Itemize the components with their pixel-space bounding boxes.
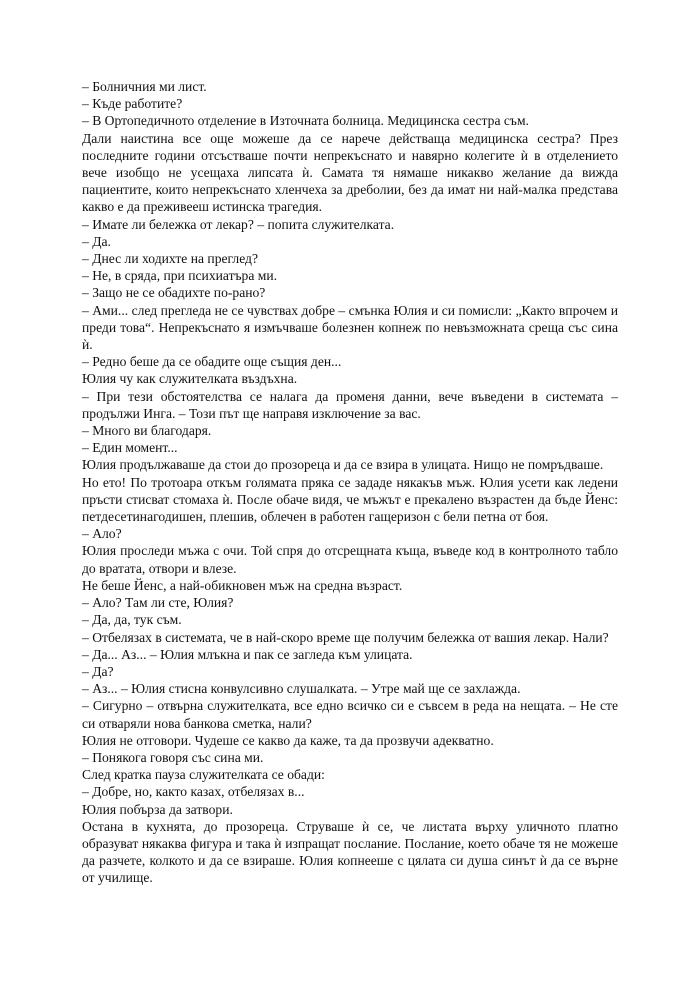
- paragraph: Юлия чу как служителката въздъхна.: [82, 371, 298, 387]
- paragraph: – Сигурно – отвърна служителката, все едно всичко си е съвсем в реда на нещата. – Не сте си отваряли нова банкова сметка, нали?: [82, 698, 618, 731]
- paragraph: – Не, в сряда, при психиатъра ми.: [82, 268, 278, 284]
- paragraph: – Да, да, тук съм.: [82, 612, 182, 628]
- paragraph: – Много ви благодаря.: [82, 423, 212, 439]
- paragraph: – Ало?: [82, 526, 122, 542]
- paragraph: – Понякога говоря със сина ми.: [82, 749, 264, 765]
- paragraph: Дали наистина все още можеше да се нарече действаща медицинска сестра? През последните години отсъстваше почти непрекъснато и навярно колегите ѝ в отделението вече изобщо не усещаха липсата ѝ. Самата тя нямаше никакво желание да вижда пациентите, които непрекъснато хленчеха за дреболии, без да имат ни най-малка представа какво е да преживееш истинска трагедия.: [82, 130, 618, 215]
- paragraph: – Аз... – Юлия стисна конвулсивно слушалката. – Утре май ще се захлажда.: [82, 681, 521, 697]
- paragraph: – Имате ли бележка от лекар? – попита служителката.: [82, 216, 395, 232]
- paragraph: Юлия продължаваше да стои до прозореца и да се взира в улицата. Нищо не помръдваше.: [82, 457, 604, 473]
- paragraph: Но ето! По тротоара откъм голямата пряка се зададе някакъв мъж. Юлия усети как ледени пръсти стисват стомаха ѝ. После обаче видя, че мъжът е прекалено възрастен да бъде Йенс: петдесетинагодишен, плешив, облечен в работен гащеризон с бели петна от боя.: [82, 474, 618, 525]
- paragraph: – Болничния ми лист.: [82, 79, 207, 94]
- paragraph: – Ало? Там ли сте, Юлия?: [82, 595, 234, 611]
- paragraph: – Редно беше да се обадите още същия ден...: [82, 354, 342, 370]
- paragraph: – Ами... след прегледа не се чувствах добре – смънка Юлия и си помисли: „Както впрочем и преди това“. Непрекъснато я измъчваше болезнен копнеж по невъзможната среща със сина ѝ.: [82, 302, 618, 353]
- paragraph: – Да.: [82, 233, 111, 249]
- paragraph: – Добре, но, както казах, отбелязах в...: [82, 784, 305, 800]
- paragraph: Не беше Йенс, а най-обикновен мъж на средна възраст.: [82, 577, 403, 593]
- paragraph: – Един момент...: [82, 440, 178, 456]
- paragraph: Юлия не отговори. Чудеше се какво да каже, та да прозвучи адекватно.: [82, 732, 494, 748]
- paragraph: – При тези обстоятелства се налага да променя данни, вече въведени в системата – продължи Инга. – Този път ще направя изключение за вас.: [82, 388, 618, 421]
- paragraph: Юлия побърза да затвори.: [82, 801, 233, 817]
- paragraph: – Отбелязах в системата, че в най-скоро време ще получим бележка от вашия лекар. Нали?: [82, 629, 609, 645]
- paragraph: – В Ортопедичното отделение в Източната болница. Медицинска сестра съм.: [82, 113, 529, 129]
- paragraph: – Днес ли ходихте на преглед?: [82, 251, 258, 267]
- paragraph: – Да?: [82, 663, 114, 679]
- document-page: [82, 78, 618, 887]
- paragraph: Остана в кухнята, до прозореца. Струваше ѝ се, че листата върху уличното платно образуват някаква фигура и така ѝ изпращат послание. Послание, което обаче тя не можеше да разчете, колкото и да се взираше. Юлия копнееше с цялата си душа синът ѝ да се върне от училище.: [82, 818, 618, 886]
- paragraph: – Къде работите?: [82, 96, 183, 112]
- paragraph: След кратка пауза служителката се обади:: [82, 767, 325, 783]
- paragraph: – Защо не се обадихте по-рано?: [82, 285, 266, 301]
- paragraph: Юлия проследи мъжа с очи. Той спря до отсрещната къща, въведе код в контролното табло до вратата, отвори и влезе.: [82, 543, 618, 576]
- paragraph: – Да... Аз... – Юлия млъкна и пак се загледа към улицата.: [82, 646, 413, 662]
